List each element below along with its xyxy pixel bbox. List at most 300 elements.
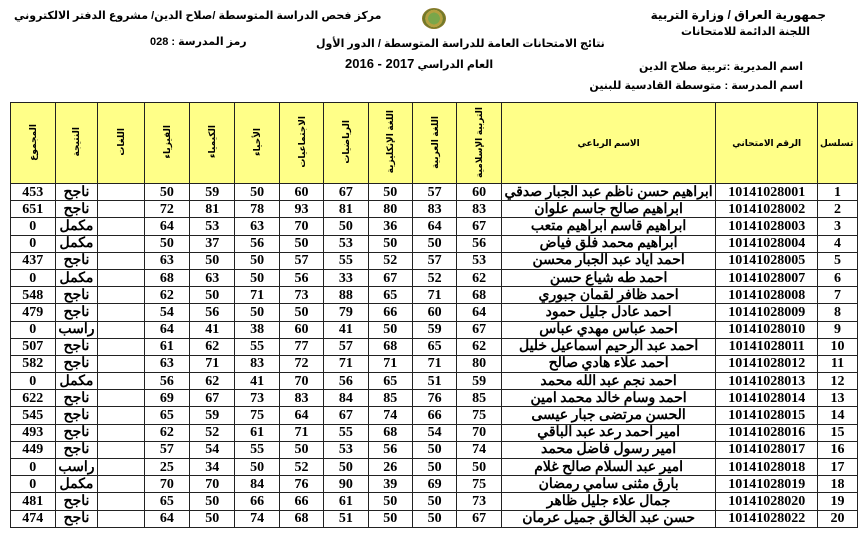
student-name-cell: احمد عادل جليل حمود [501,304,716,321]
chemistry-cell: 59 [190,184,235,201]
islamic-cell: 73 [457,493,501,510]
result-cell: ناجح [55,201,98,218]
exam-number-cell: 10141028017 [716,441,818,458]
math-cell: 67 [324,184,368,201]
physics-cell: 25 [144,459,189,476]
student-name-cell: احمد اياد عبد الجبار محسن [501,252,716,269]
islamic-cell: 53 [457,252,501,269]
arabic-cell: 83 [412,201,456,218]
math-cell: 57 [324,338,368,355]
biology-cell: 50 [235,269,279,286]
languages-cell [98,287,144,304]
arabic-cell: 57 [412,184,456,201]
result-cell: ناجح [55,510,98,527]
english-cell: 50 [368,235,412,252]
arabic-cell: 59 [412,321,456,338]
physics-cell: 72 [144,201,189,218]
biology-cell: 55 [235,338,279,355]
english-cell: 52 [368,252,412,269]
seq-cell: 18 [817,476,857,493]
table-row [11,510,858,527]
total-cell: 548 [11,287,56,304]
arabic-cell: 50 [412,510,456,527]
exam-number-cell: 10141028018 [716,459,818,476]
table-row [11,338,858,355]
student-name-cell: احمد عبد الرحيم اسماعيل خليل [501,338,716,355]
languages-cell [98,390,144,407]
result-cell: مكمل [55,235,98,252]
arabic-cell: 69 [412,476,456,493]
arabic-cell: 71 [412,355,456,372]
seq-cell: 5 [817,252,857,269]
chemistry-cell: 54 [190,441,235,458]
total-cell: 493 [11,424,56,441]
physics-cell: 70 [144,476,189,493]
math-cell: 61 [324,493,368,510]
header-social: الاجتماعيات [279,103,323,184]
physics-cell: 63 [144,355,189,372]
social-cell: 66 [279,493,323,510]
chemistry-cell: 81 [190,201,235,218]
languages-cell [98,304,144,321]
result-cell: مكمل [55,269,98,286]
header-name: الاسم الرباعي [501,103,716,184]
english-cell: 66 [368,304,412,321]
languages-cell [98,373,144,390]
languages-cell [98,218,144,235]
social-cell: 57 [279,252,323,269]
physics-cell: 68 [144,269,189,286]
chemistry-cell: 70 [190,476,235,493]
islamic-cell: 64 [457,304,501,321]
islamic-cell: 75 [457,476,501,493]
exam-center-label: مركز فحص الدراسة المتوسطة /صلاح الدين/ مشروع الدفتر الالكتروني [14,10,382,22]
languages-cell [98,184,144,201]
academic-year-value: 2016 - 2017 [345,56,415,71]
table-row [11,321,858,338]
seq-cell: 1 [817,184,857,201]
biology-cell: 66 [235,493,279,510]
physics-cell: 65 [144,407,189,424]
result-cell: ناجح [55,390,98,407]
islamic-cell: 74 [457,441,501,458]
biology-cell: 38 [235,321,279,338]
math-cell: 56 [324,373,368,390]
languages-cell [98,407,144,424]
biology-cell: 83 [235,355,279,372]
exam-number-cell: 10141028020 [716,493,818,510]
exam-number-cell: 10141028004 [716,235,818,252]
chemistry-cell: 52 [190,424,235,441]
table-row [11,287,858,304]
physics-cell: 61 [144,338,189,355]
english-cell: 50 [368,510,412,527]
physics-cell: 64 [144,510,189,527]
ministry-emblem-icon [422,8,446,29]
physics-cell: 50 [144,235,189,252]
seq-cell: 19 [817,493,857,510]
arabic-cell: 50 [412,493,456,510]
student-name-cell: امير عبد السلام صالح غلام [501,459,716,476]
result-cell: ناجح [55,407,98,424]
languages-cell [98,321,144,338]
exam-number-cell: 10141028002 [716,201,818,218]
social-cell: 50 [279,441,323,458]
exam-number-cell: 10141028019 [716,476,818,493]
chemistry-cell: 34 [190,459,235,476]
result-cell: ناجح [55,184,98,201]
student-name-cell: امير رسول فاضل محمد [501,441,716,458]
physics-cell: 62 [144,287,189,304]
math-cell: 88 [324,287,368,304]
result-cell: مكمل [55,476,98,493]
physics-cell: 63 [144,252,189,269]
islamic-cell: 80 [457,355,501,372]
english-cell: 39 [368,476,412,493]
table-header-row [11,103,858,184]
arabic-cell: 50 [412,235,456,252]
chemistry-cell: 41 [190,321,235,338]
social-cell: 64 [279,407,323,424]
english-cell: 68 [368,424,412,441]
math-cell: 90 [324,476,368,493]
math-cell: 51 [324,510,368,527]
header-arabic: اللغة العربية [412,103,456,184]
biology-cell: 50 [235,184,279,201]
header-total: المجموع [11,103,56,184]
arabic-cell: 50 [412,441,456,458]
biology-cell: 71 [235,287,279,304]
header-languages: اللغات [98,103,144,184]
english-cell: 65 [368,287,412,304]
islamic-cell: 62 [457,338,501,355]
islamic-cell: 85 [457,390,501,407]
chemistry-cell: 67 [190,390,235,407]
result-cell: راسب [55,459,98,476]
committee-label: اللجنة الدائمة للامتحانات [681,26,810,38]
header-english: اللغة الإنكليزية [368,103,412,184]
seq-cell: 14 [817,407,857,424]
social-cell: 72 [279,355,323,372]
seq-cell: 10 [817,338,857,355]
physics-cell: 64 [144,218,189,235]
math-cell: 53 [324,441,368,458]
header-result: النتيجة [55,103,98,184]
arabic-cell: 65 [412,338,456,355]
english-cell: 56 [368,441,412,458]
directorate-label: اسم المديرية :تربية صلاح الدين [639,61,803,73]
chemistry-cell: 53 [190,218,235,235]
physics-cell: 56 [144,373,189,390]
social-cell: 71 [279,424,323,441]
table-row [11,476,858,493]
seq-cell: 11 [817,355,857,372]
total-cell: 0 [11,459,56,476]
social-cell: 70 [279,218,323,235]
social-cell: 76 [279,476,323,493]
table-row [11,424,858,441]
social-cell: 93 [279,201,323,218]
table-row [11,441,858,458]
chemistry-cell: 62 [190,373,235,390]
english-cell: 68 [368,338,412,355]
biology-cell: 75 [235,407,279,424]
biology-cell: 61 [235,424,279,441]
academic-year-label: العام الدراسي [417,59,494,71]
biology-cell: 63 [235,218,279,235]
social-cell: 60 [279,321,323,338]
islamic-cell: 67 [457,321,501,338]
exam-number-cell: 10141028010 [716,321,818,338]
total-cell: 582 [11,355,56,372]
english-cell: 65 [368,373,412,390]
academic-year [345,56,493,71]
physics-cell: 62 [144,424,189,441]
languages-cell [98,201,144,218]
islamic-cell: 56 [457,235,501,252]
header-physics: الفيزياء [144,103,189,184]
student-name-cell: احمد وسام خالد محمد امين [501,390,716,407]
biology-cell: 74 [235,510,279,527]
seq-cell: 2 [817,201,857,218]
arabic-cell: 60 [412,304,456,321]
math-cell: 55 [324,424,368,441]
result-cell: ناجح [55,441,98,458]
results-table [10,102,858,528]
exam-number-cell: 10141028005 [716,252,818,269]
islamic-cell: 70 [457,424,501,441]
exam-number-cell: 10141028001 [716,184,818,201]
total-cell: 651 [11,201,56,218]
seq-cell: 15 [817,424,857,441]
student-name-cell: ابراهيم محمد فلق فياض [501,235,716,252]
chemistry-cell: 50 [190,493,235,510]
table-row [11,184,858,201]
biology-cell: 73 [235,390,279,407]
social-cell: 83 [279,390,323,407]
student-name-cell: ابراهيم قاسم ابراهيم متعب [501,218,716,235]
chemistry-cell: 71 [190,355,235,372]
social-cell: 50 [279,304,323,321]
header-biology: الأحياء [235,103,279,184]
social-cell: 50 [279,235,323,252]
exam-number-cell: 10141028015 [716,407,818,424]
student-name-cell: ابراهيم صالح جاسم علوان [501,201,716,218]
arabic-cell: 71 [412,287,456,304]
student-name-cell: احمد نجم عبد الله محمد [501,373,716,390]
table-row [11,390,858,407]
results-title: نتائج الامتحانات العامة للدراسة المتوسطة / الدور الأول [316,38,605,50]
exam-number-cell: 10141028009 [716,304,818,321]
result-cell: ناجح [55,287,98,304]
english-cell: 80 [368,201,412,218]
islamic-cell: 50 [457,459,501,476]
total-cell: 545 [11,407,56,424]
student-name-cell: احمد عباس مهدي عباس [501,321,716,338]
arabic-cell: 50 [412,459,456,476]
math-cell: 41 [324,321,368,338]
header-islamic: التربية الإسلامية [457,103,501,184]
math-cell: 50 [324,459,368,476]
seq-cell: 4 [817,235,857,252]
languages-cell [98,269,144,286]
total-cell: 0 [11,218,56,235]
social-cell: 70 [279,373,323,390]
biology-cell: 50 [235,459,279,476]
languages-cell [98,476,144,493]
math-cell: 84 [324,390,368,407]
languages-cell [98,441,144,458]
table-row [11,407,858,424]
biology-cell: 78 [235,201,279,218]
social-cell: 52 [279,459,323,476]
arabic-cell: 54 [412,424,456,441]
languages-cell [98,510,144,527]
islamic-cell: 67 [457,218,501,235]
exam-number-cell: 10141028013 [716,373,818,390]
school-code-value: رمز المدرسة : 028 [150,36,247,48]
math-cell: 81 [324,201,368,218]
math-cell: 50 [324,218,368,235]
total-cell: 453 [11,184,56,201]
total-cell: 437 [11,252,56,269]
english-cell: 50 [368,493,412,510]
biology-cell: 55 [235,441,279,458]
chemistry-cell: 50 [190,287,235,304]
math-cell: 55 [324,252,368,269]
seq-cell: 16 [817,441,857,458]
physics-cell: 69 [144,390,189,407]
arabic-cell: 51 [412,373,456,390]
school-code-label [150,35,247,48]
total-cell: 622 [11,390,56,407]
chemistry-cell: 50 [190,252,235,269]
result-cell: راسب [55,321,98,338]
seq-cell: 13 [817,390,857,407]
total-cell: 0 [11,269,56,286]
table-row [11,459,858,476]
chemistry-cell: 50 [190,510,235,527]
social-cell: 60 [279,184,323,201]
republic-ministry-label: جمهورية العراق / وزارة التربية [650,8,826,22]
physics-cell: 50 [144,184,189,201]
languages-cell [98,252,144,269]
result-cell: ناجح [55,355,98,372]
total-cell: 0 [11,476,56,493]
english-cell: 74 [368,407,412,424]
total-cell: 449 [11,441,56,458]
exam-number-cell: 10141028008 [716,287,818,304]
total-cell: 507 [11,338,56,355]
math-cell: 67 [324,407,368,424]
english-cell: 85 [368,390,412,407]
islamic-cell: 68 [457,287,501,304]
languages-cell [98,355,144,372]
arabic-cell: 76 [412,390,456,407]
total-cell: 474 [11,510,56,527]
math-cell: 79 [324,304,368,321]
languages-cell [98,235,144,252]
student-name-cell: احمد طه شياع حسن [501,269,716,286]
math-cell: 53 [324,235,368,252]
islamic-cell: 83 [457,201,501,218]
islamic-cell: 59 [457,373,501,390]
header-chemistry: الكيمياء [190,103,235,184]
student-name-cell: الحسن مرتضى جبار عيسى [501,407,716,424]
biology-cell: 50 [235,252,279,269]
result-cell: ناجح [55,338,98,355]
total-cell: 0 [11,373,56,390]
exam-number-cell: 10141028011 [716,338,818,355]
physics-cell: 64 [144,321,189,338]
results-table-body [11,184,858,528]
exam-number-cell: 10141028007 [716,269,818,286]
student-name-cell: احمد ظافر لقمان جبوري [501,287,716,304]
seq-cell: 7 [817,287,857,304]
exam-number-cell: 10141028014 [716,390,818,407]
chemistry-cell: 56 [190,304,235,321]
total-cell: 481 [11,493,56,510]
result-cell: ناجح [55,252,98,269]
table-row [11,201,858,218]
islamic-cell: 60 [457,184,501,201]
table-row [11,269,858,286]
result-cell: مكمل [55,218,98,235]
student-name-cell: حسن عبد الخالق جميل عرمان [501,510,716,527]
table-row [11,218,858,235]
student-name-cell: ابراهيم حسن ناظم عبد الجبار صدقي [501,184,716,201]
islamic-cell: 62 [457,269,501,286]
exam-number-cell: 10141028012 [716,355,818,372]
table-row [11,235,858,252]
header-math: الرياضيات [324,103,368,184]
chemistry-cell: 62 [190,338,235,355]
student-name-cell: احمد علاء هادي صالح [501,355,716,372]
biology-cell: 84 [235,476,279,493]
english-cell: 71 [368,355,412,372]
table-row [11,355,858,372]
chemistry-cell: 59 [190,407,235,424]
islamic-cell: 75 [457,407,501,424]
result-cell: مكمل [55,373,98,390]
total-cell: 0 [11,235,56,252]
table-row [11,304,858,321]
physics-cell: 57 [144,441,189,458]
seq-cell: 20 [817,510,857,527]
biology-cell: 50 [235,304,279,321]
social-cell: 68 [279,510,323,527]
school-name-label: اسم المدرسة : متوسطة القادسية للبنين [589,80,803,92]
biology-cell: 56 [235,235,279,252]
result-cell: ناجح [55,424,98,441]
arabic-cell: 57 [412,252,456,269]
exam-number-cell: 10141028016 [716,424,818,441]
languages-cell [98,338,144,355]
languages-cell [98,424,144,441]
seq-cell: 3 [817,218,857,235]
social-cell: 77 [279,338,323,355]
exam-number-cell: 10141028022 [716,510,818,527]
biology-cell: 41 [235,373,279,390]
table-row [11,493,858,510]
total-cell: 0 [11,321,56,338]
total-cell: 479 [11,304,56,321]
math-cell: 33 [324,269,368,286]
languages-cell [98,493,144,510]
social-cell: 73 [279,287,323,304]
seq-cell: 9 [817,321,857,338]
student-name-cell: بارق مثنى سامي رمضان [501,476,716,493]
